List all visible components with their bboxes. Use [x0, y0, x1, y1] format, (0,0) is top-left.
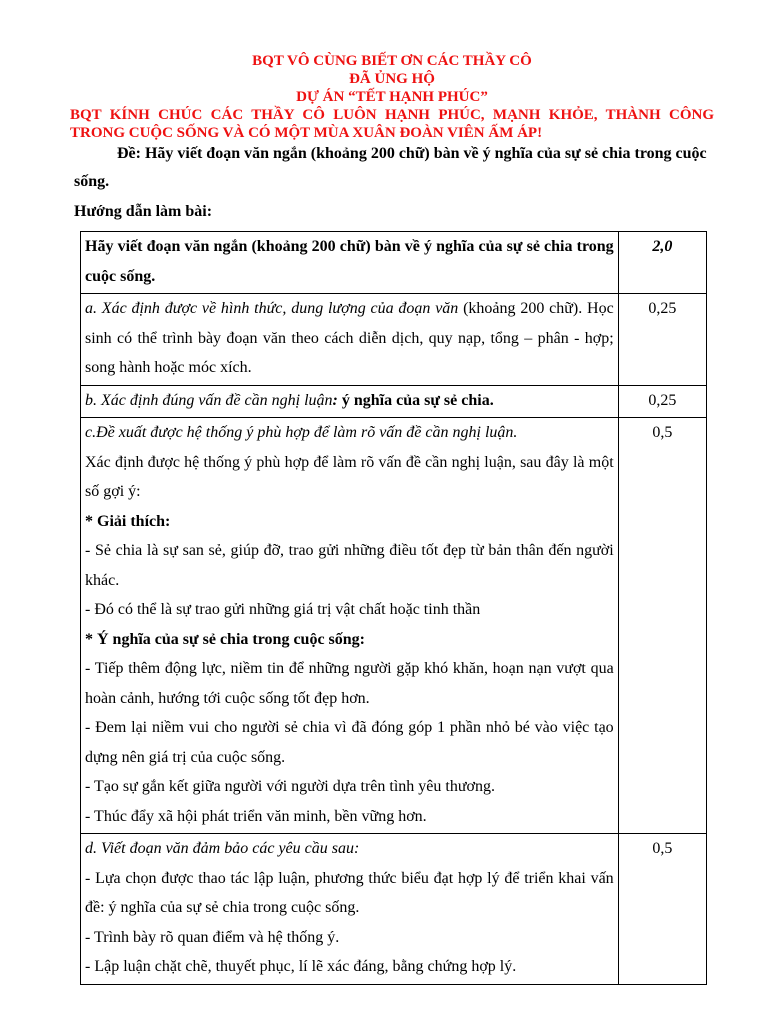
row-c-point-2: - Đó có thể là sự trao gửi những giá trị vật chất hoặc tinh thần: [85, 601, 481, 618]
row-c-criterion: c.Đề xuất được hệ thống ý phù hợp để làm rõ vấn đề cần nghị luận.: [85, 424, 518, 441]
row-a-criterion: a. Xác định được về hình thức, dung lượng của đoạn văn: [85, 300, 459, 317]
prompt-label: Đề:: [117, 145, 141, 162]
row-c-intro: Xác định được hệ thống ý phù hợp để làm rõ vấn đề cần nghị luận, sau đây là một số gợi ý:: [85, 453, 614, 500]
rubric-header-score: 2,0: [618, 232, 706, 294]
row-c-heading-explain: * Giải thích:: [85, 512, 171, 530]
rubric-header-text: Hãy viết đoạn văn ngắn (khoảng 200 chữ) bàn về ý nghĩa của sự sẻ chia trong cuộc sống.: [81, 232, 619, 294]
row-a-score: 0,25: [618, 294, 706, 386]
row-d-point-3: - Lập luận chặt chẽ, thuyết phục, lí lẽ xác đáng, bằng chứng hợp lý.: [85, 958, 517, 975]
row-d-point-2: - Trình bày rõ quan điểm và hệ thống ý.: [85, 928, 340, 946]
row-b-colon: :: [332, 391, 338, 409]
rubric-row-b-content: [81, 385, 619, 418]
row-d-point-1: - Lựa chọn được thao tác lập luận, phương thức biểu đạt hợp lý để triển khai vấn đề: ý nghĩa của sự sẻ chia trong cuộc sống.: [85, 869, 614, 916]
rubric-row-c-content: [81, 418, 619, 834]
rubric-table: [80, 231, 707, 985]
row-b-topic: ý nghĩa của sự sẻ chia.: [337, 391, 494, 409]
prompt-text: Hãy viết đoạn văn ngắn (khoảng 200 chữ) bàn về ý nghĩa của sự sẻ chia trong cuộc sống.: [74, 145, 707, 190]
row-b-criterion: b. Xác định đúng vấn đề cần nghị luận: [85, 391, 333, 409]
rubric-row-a-content: [81, 294, 619, 386]
row-c-heading-meaning: * Ý nghĩa của sự sẻ chia trong cuộc sống:: [85, 630, 365, 648]
row-c-point-3: - Tiếp thêm động lực, niềm tin để những người gặp khó khăn, hoạn nạn vượt qua hoàn cảnh, hướng tới cuộc sống tốt đẹp hơn.: [85, 660, 614, 707]
rubric-row-c: [81, 418, 707, 834]
guide-heading: Hướng dẫn làm bài:: [74, 203, 213, 220]
row-c-score: 0,5: [618, 418, 706, 834]
essay-prompt: [74, 140, 714, 196]
banner-wishes: BQT KÍNH CHÚC CÁC THẦY CÔ LUÔN HẠNH PHÚC, MẠNH KHỎE, THÀNH CÔNG TRONG CUỘC SỐNG VÀ CÓ MỘT MÙA XUÂN ĐOÀN VIÊN ẤM ÁP!: [70, 107, 714, 141]
row-d-criterion: d. Viết đoạn văn đảm bảo các yêu cầu sau:: [85, 840, 360, 857]
row-c-point-1: - Sẻ chia là sự san sẻ, giúp đỡ, trao gửi những điều tốt đẹp từ bản thân đến người khác.: [85, 542, 614, 589]
row-d-score: 0,5: [618, 834, 706, 985]
row-b-score: 0,25: [618, 385, 706, 418]
rubric-row-b: [81, 385, 707, 418]
rubric-row-d: [81, 834, 707, 985]
banner-thanks-line: BQT VÔ CÙNG BIẾT ƠN CÁC THẦY CÔ: [252, 53, 532, 69]
banner-project-line: DỰ ÁN “TẾT HẠNH PHÚC”: [296, 89, 488, 105]
banner-support-line: ĐÃ ỦNG HỘ: [349, 71, 435, 87]
rubric-row-d-content: [81, 834, 619, 985]
rubric-row-a: [81, 294, 707, 386]
row-c-point-6: - Thúc đẩy xã hội phát triển văn minh, bền vững hơn.: [85, 807, 427, 825]
row-c-point-4: - Đem lại niềm vui cho người sẻ chia vì đã đóng góp 1 phần nhỏ bé vào việc tạo dựng nên giá trị của cuộc sống.: [85, 719, 614, 766]
row-a-detail: (khoảng 200 chữ). Học sinh có thể trình bày đoạn văn theo cách diễn dịch, quy nạp, tổng – phân - hợp; song hành hoặc móc xích.: [85, 300, 614, 376]
rubric-header-row: [81, 232, 707, 294]
row-c-point-5: - Tạo sự gắn kết giữa người với người dựa trên tình yêu thương.: [85, 778, 495, 795]
